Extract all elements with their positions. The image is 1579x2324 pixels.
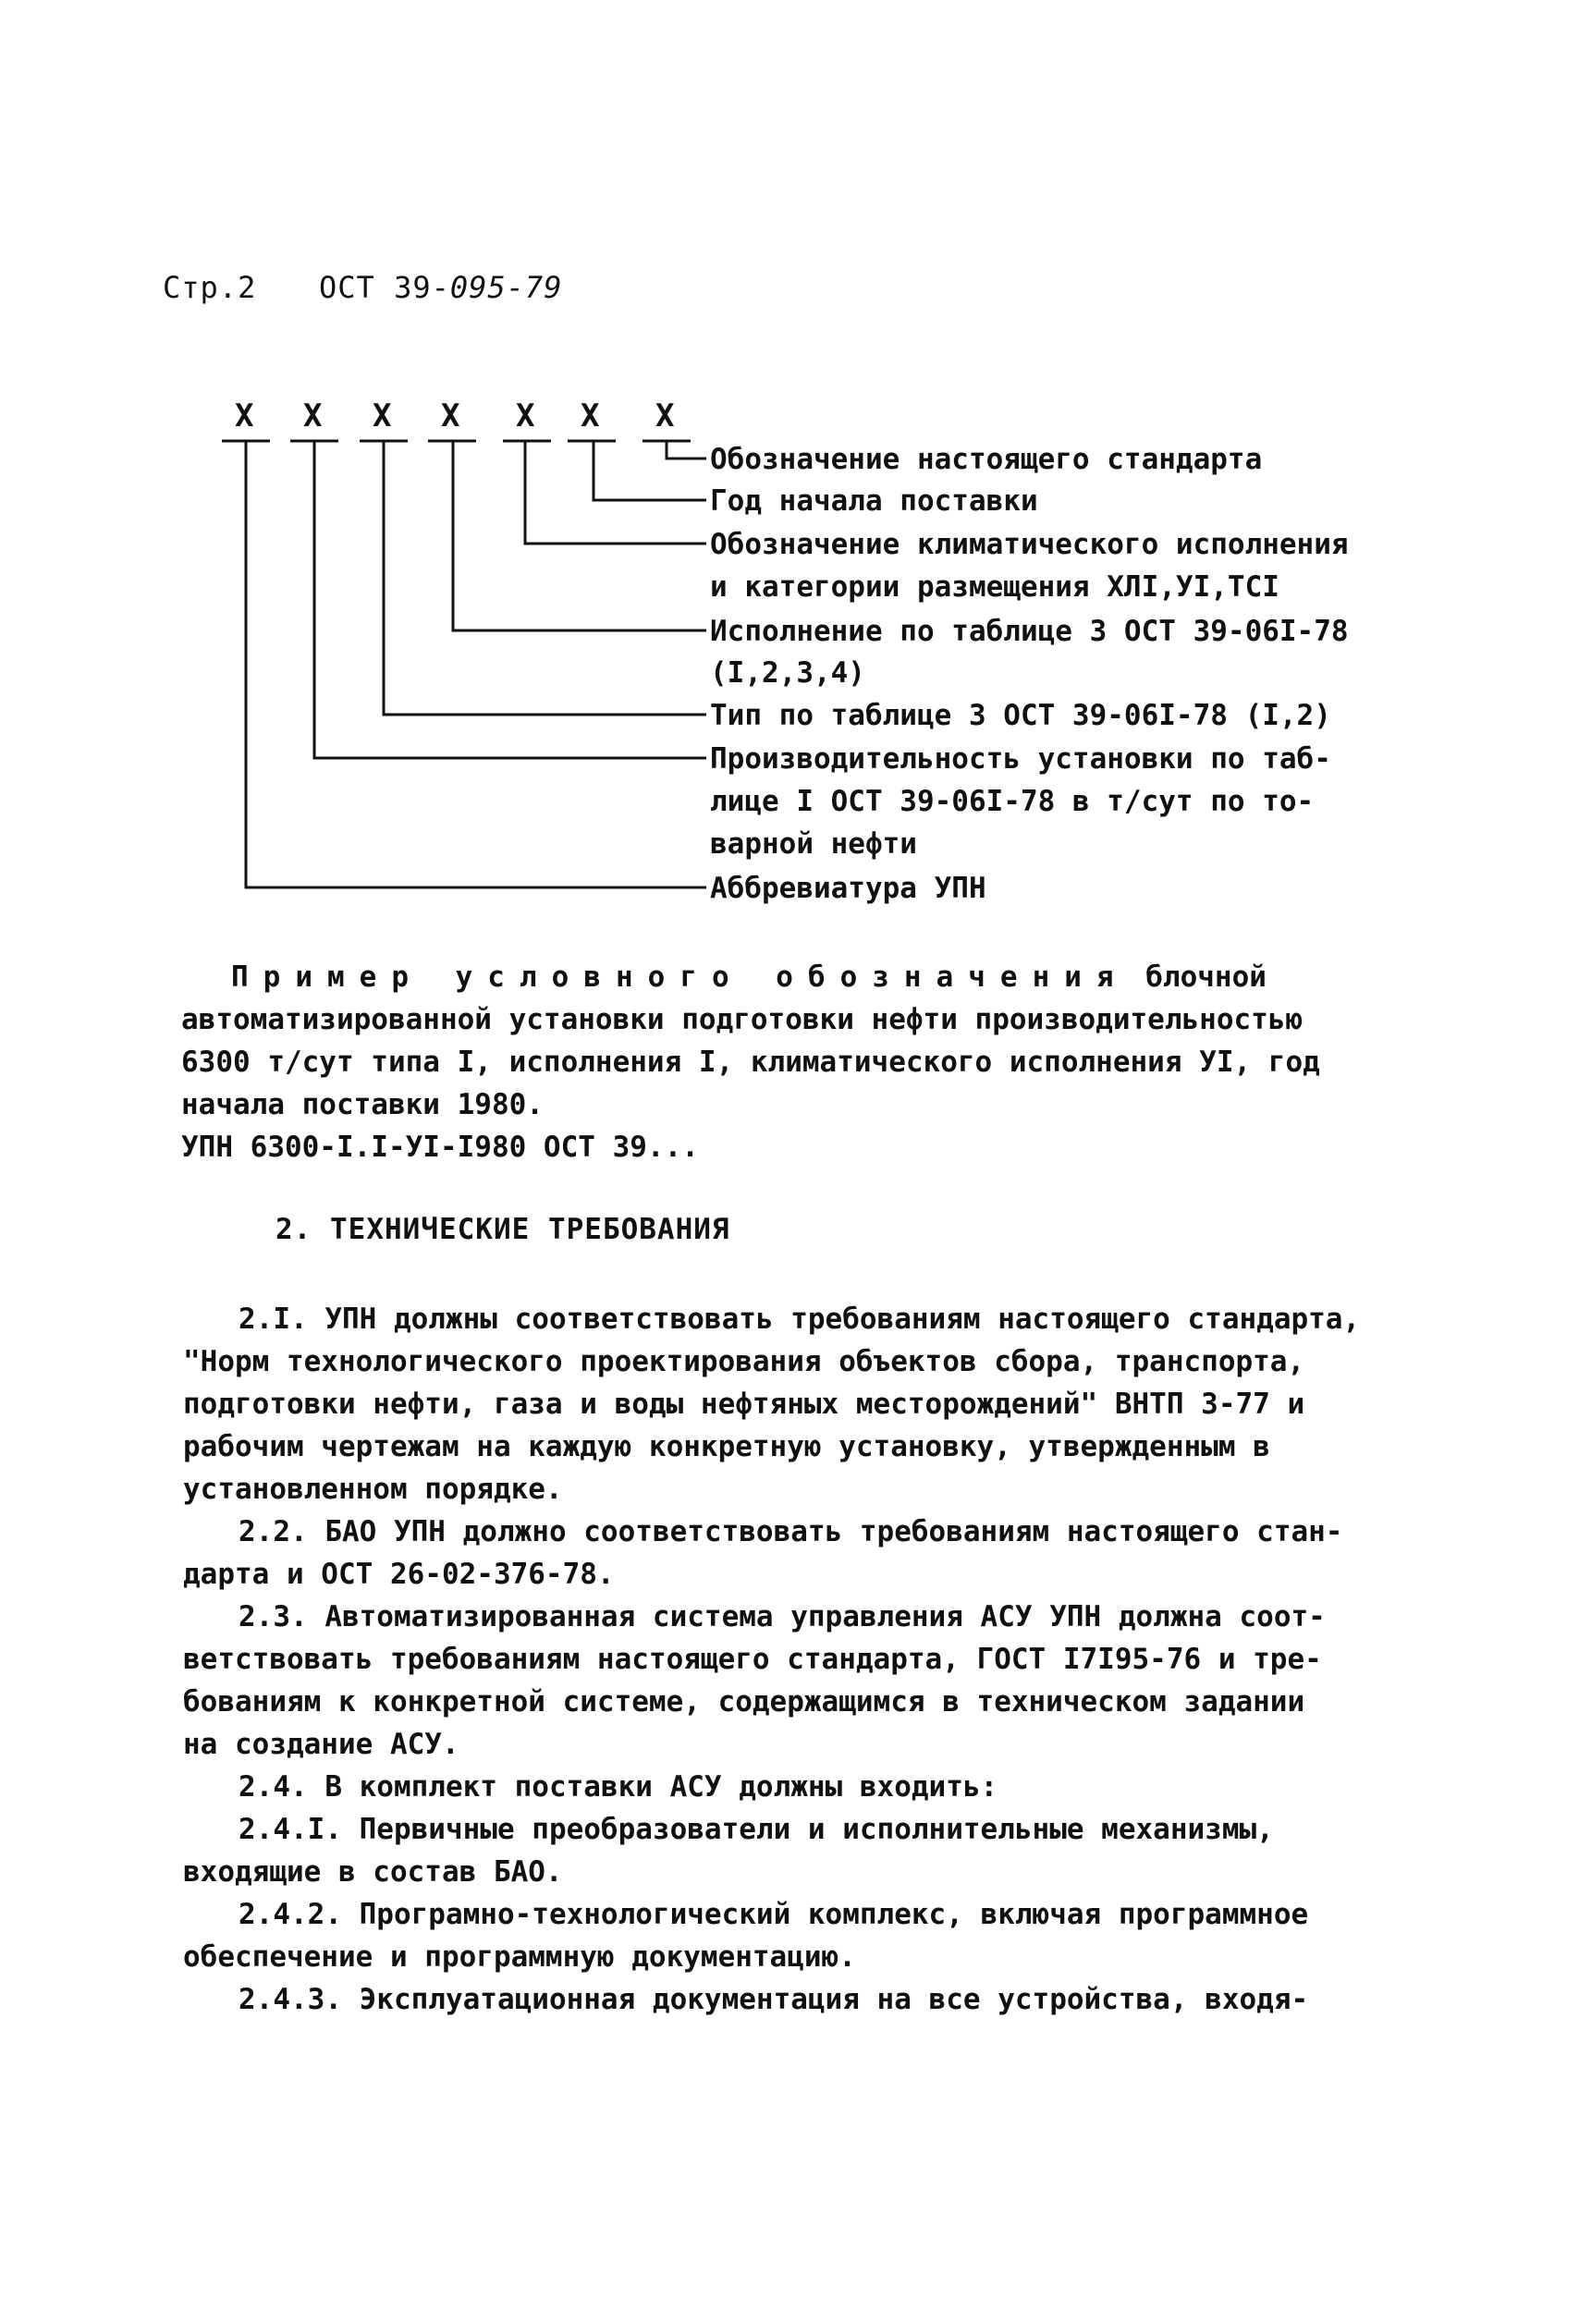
leader-line-capacity [314, 441, 706, 758]
text-line: ветствовать требованиям настоящего стандарта, ГОСТ I7I95-76 и тре- [183, 1643, 1322, 1676]
position-x: Х [373, 398, 392, 434]
text-line: 2.2. БАО УПН должно соответствовать требованиям настоящего стан- [239, 1515, 1343, 1548]
page-number: Стр.2 [163, 270, 257, 305]
text-line: 2.I. УПН должны соответствовать требованиям настоящего стандарта, [239, 1303, 1361, 1336]
label-abbreviation: Аббревиатура УПН [710, 872, 986, 905]
leader-line-execution [453, 441, 706, 630]
label-year: Год начала поставки [710, 484, 1038, 518]
label-capacity: Производительность установки по таб- [710, 742, 1331, 776]
label-capacity-cont: лице I ОСТ 39-06I-78 в т/сут по то- [710, 785, 1315, 818]
example-line: автоматизированной установки подготовки нефти производительностью [181, 1003, 1304, 1036]
label-execution: Исполнение по таблице 3 ОСТ 39-06I-78 [710, 615, 1349, 648]
text-line: обеспечение и программную документацию. [183, 1940, 856, 1974]
label-execution-cont: (I,2,3,4) [710, 656, 865, 690]
leader-line-type [384, 441, 706, 715]
text-line: дарта и ОСТ 26-02-376-78. [183, 1558, 615, 1591]
example-line: начала поставки 1980. [181, 1088, 544, 1121]
position-x: Х [441, 398, 460, 434]
label-climate-cont: и категории размещения ХЛI,УI,ТСI [710, 570, 1279, 604]
label-capacity-cont: варной нефти [710, 827, 917, 861]
example-lead [231, 956, 1267, 998]
text-line: 2.4. В комплект поставки АСУ должны входить: [239, 1770, 998, 1804]
position-x: Х [303, 398, 323, 434]
text-line: 2.4.3. Эксплуатационная документация на все устройства, входя- [239, 1983, 1309, 2016]
position-x: Х [516, 398, 535, 434]
standard-prefix: ОСТ 39- [319, 270, 450, 305]
example-line: 6300 т/сут типа I, исполнения I, климатического исполнения УI, год [181, 1046, 1320, 1079]
standard-handwritten-number: 095-79 [449, 270, 563, 305]
text-line: 2.3. Автоматизированная система управления АСУ УПН должна соот- [239, 1600, 1326, 1633]
text-line: входящие в состав БАО. [183, 1855, 563, 1889]
section-title: 2. ТЕХНИЧЕСКИЕ ТРЕБОВАНИЯ [275, 1213, 730, 1246]
example-lead-spaced: Пример условного обозначения [231, 960, 1129, 994]
text-line: 2.4.I. Первичные преобразователи и исполнительные механизмы, [239, 1813, 1274, 1846]
position-x: Х [235, 398, 254, 434]
text-line: бованиям к конкретной системе, содержащимся в техническом задании [183, 1685, 1305, 1719]
text-line: "Норм технологического проектирования объектов сбора, транспорта, [183, 1345, 1305, 1378]
example-code: УПН 6300-I.I-УI-I980 ОСТ 39... [181, 1131, 699, 1164]
example-lead-rest: блочной [1128, 960, 1267, 994]
text-line: рабочим чертежам на каждую конкретную установку, утвержденным в [183, 1430, 1270, 1463]
position-x: Х [581, 398, 600, 434]
position-x: Х [655, 398, 675, 434]
label-standard: Обозначение настоящего стандарта [710, 443, 1263, 476]
text-line: подготовки нефти, газа и воды нефтяных месторождений" ВНТП 3-77 и [183, 1388, 1305, 1421]
leader-line-climate [525, 441, 706, 544]
text-line: установленном порядке. [183, 1473, 563, 1506]
leader-line-year [594, 441, 706, 500]
text-line: на создание АСУ. [183, 1728, 459, 1761]
label-climate: Обозначение климатического исполнения [710, 528, 1349, 561]
label-type: Тип по таблице 3 ОСТ 39-06I-78 (I,2) [710, 699, 1331, 732]
leader-line-standard [667, 441, 706, 459]
text-line: 2.4.2. Програмно-технологический комплекс, включая программное [239, 1898, 1309, 1931]
